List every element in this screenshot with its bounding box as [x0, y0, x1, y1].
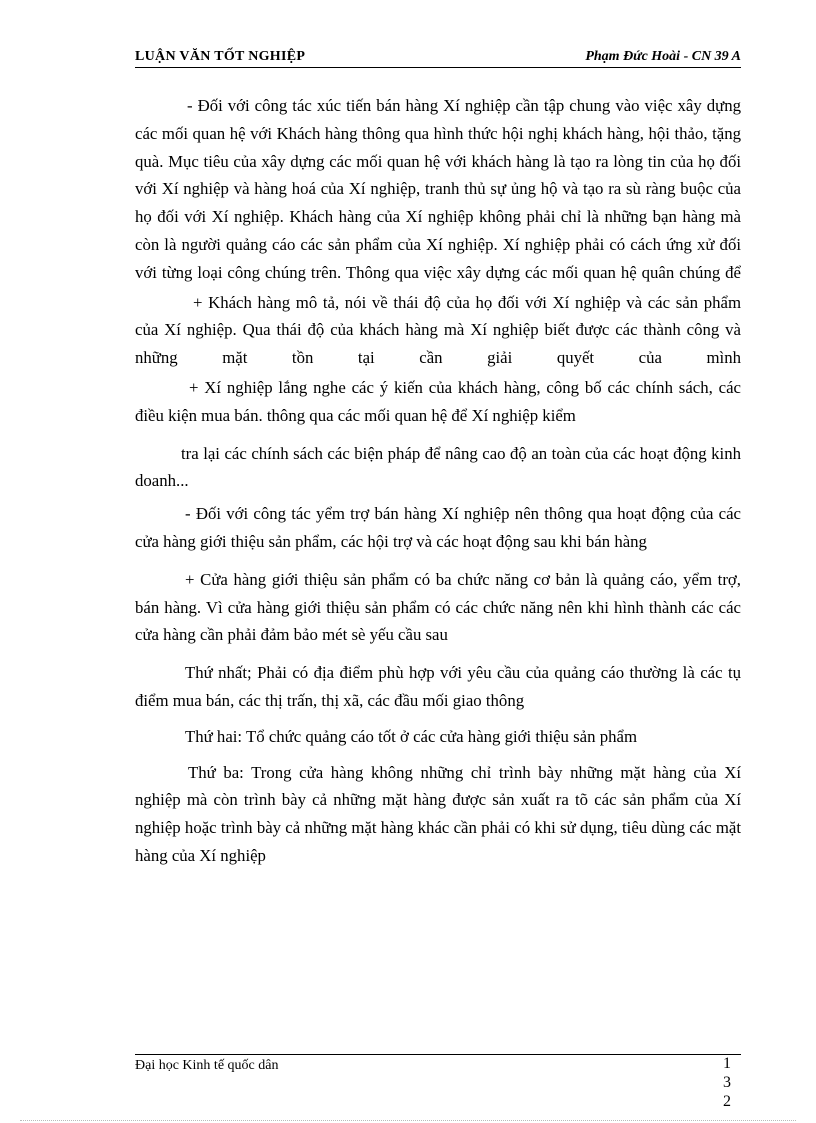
page-header [135, 49, 741, 68]
page-number [713, 1054, 741, 1111]
paragraph-second-requirement: Thứ hai: Tổ chức quảng cáo tốt ở các cửa hàng giới thiệu sản phẩm [185, 726, 637, 746]
page-number-digit: 3 [723, 1074, 731, 1091]
page-number-digit: 1 [723, 1055, 731, 1072]
paragraph-promotion: - Đối với công tác xúc tiến bán hàng Xí nghiệp cần tập chung vào việc xây dựng các mối quan hệ với Khách hàng thông qua hình thức hội nghị khách hàng, hội thảo, tặng quà. Mục tiêu của xây dựng các mối quan hệ với khách hàng là tạo ra lòng tin của họ đối với Xí nghiệp và hàng hoá của Xí nghiệp, tranh thủ sự ủng hộ và tạo ra sù ràng buộc của họ đối với Xí nghiệp. Khách hàng của Xí nghiệp không phải chỉ là những bạn hàng mà còn là người quảng cáo các sản phẩm của Xí nghiệp. Xí nghiệp phải có cách ứng xử đối với từng loại công chúng trên. Thông qua việc xây dựng các mối quan hệ quân chúng để [135, 96, 741, 282]
paragraph-showroom-functions: + Cửa hàng giới thiệu sản phẩm có ba chức năng cơ bản là quảng cáo, yểm trợ, bán hàng. Vì cửa hàng giới thiệu sản phẩm có các chức năng nên khi hình thành các các cửa hàng cần phải đảm bảo mét sè yếu cầu sau [135, 569, 741, 645]
university-name: Đại học Kinh tế quốc dân [135, 1058, 279, 1073]
page-number-digit: 2 [723, 1093, 731, 1110]
paragraph-review-policies: tra lại các chính sách các biện pháp để nâng cao độ an toàn của các hoạt động kinh doanh... [135, 443, 741, 491]
paragraph-customer-attitude: + Khách hàng mô tả, nói về thái độ của họ đối với Xí nghiệp và các sản phẩm của Xí nghiệp. Qua thái độ của khách hàng mà Xí nghiệp biết được các thành công và những mặt tồn tại cần giải quyết của mình [135, 292, 741, 368]
thesis-title: LUẬN VĂN TỐT NGHIỆP [135, 49, 306, 64]
paragraph-listen-feedback: + Xí nghiệp lắng nghe các ý kiến của khách hàng, công bố các chính sách, các điều kiện mua bán. thông qua các mối quan hệ để Xí nghiệp kiểm [135, 377, 741, 425]
paragraph-third-requirement: Thứ ba: Trong cửa hàng không những chỉ trình bày những mặt hàng của Xí nghiệp mà còn trình bày cả những mặt hàng được sản xuất ra tõ các sản phẩm của Xí nghiệp hoặc trình bày cả những mặt hàng khác cần phải có khi sử dụng, tiêu dùng các mặt hàng của Xí nghiệp [135, 762, 741, 865]
author-name: Phạm Đức Hoài - CN 39 A [585, 49, 741, 64]
paragraph-first-requirement: Thứ nhất; Phải có địa điểm phù hợp với yêu cầu của quảng cáo thường là các tụ điểm mua bán, các thị trấn, thị xã, các đầu mối giao thông [135, 663, 741, 710]
page-edge-divider [20, 1120, 796, 1121]
body-text [135, 92, 741, 870]
footer-divider [135, 1054, 741, 1055]
paragraph-sales-support: - Đối với công tác yểm trợ bán hàng Xí nghiệp nên thông qua hoạt động của các cửa hàng giới thiệu sản phẩm, các hội trợ và các hoạt động sau khi bán hàng [135, 504, 741, 551]
